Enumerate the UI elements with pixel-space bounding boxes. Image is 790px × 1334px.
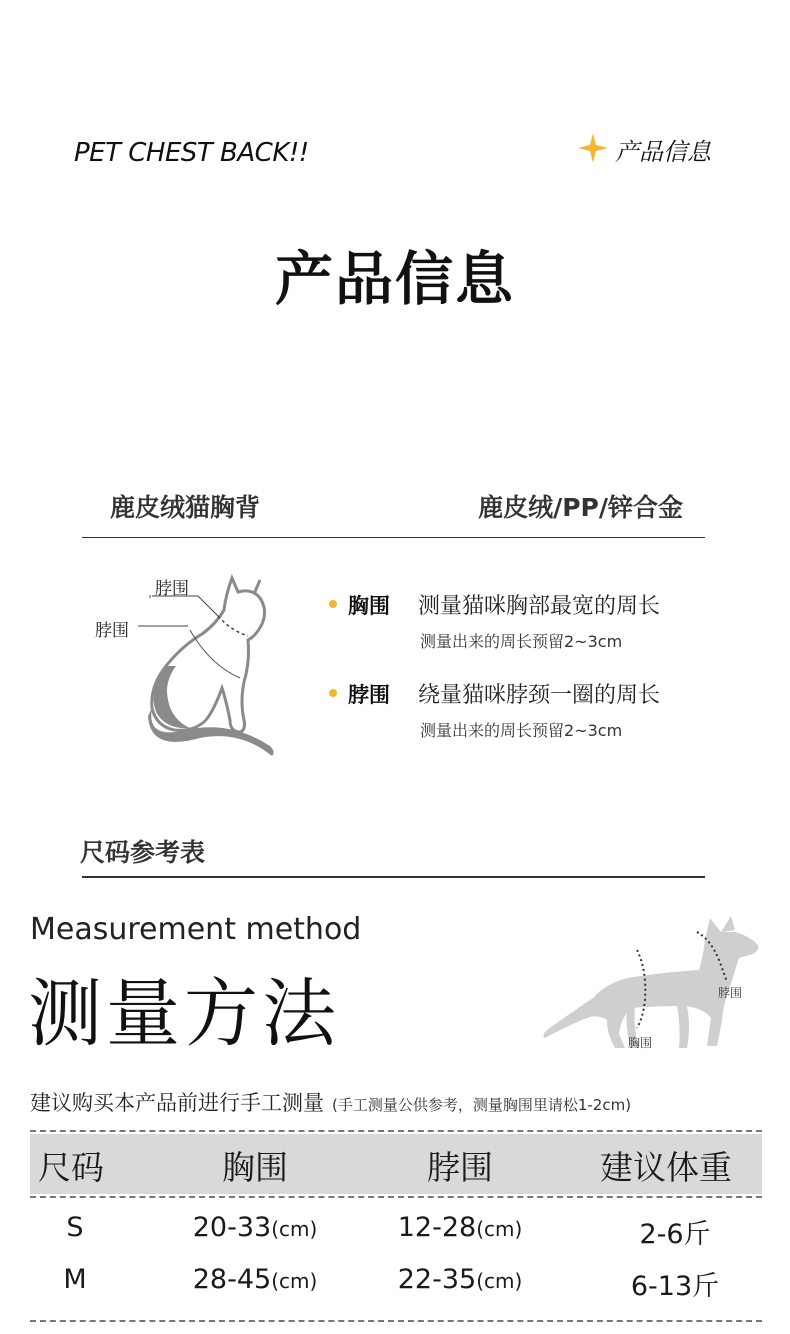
table-header-neck: 脖围 — [427, 1148, 493, 1187]
cat-neck-label-left: 脖围 — [95, 621, 129, 641]
measure-label-neck: 脖围 — [348, 683, 390, 707]
cell-unit: (cm) — [271, 1269, 318, 1293]
page-title: 产品信息 — [274, 245, 515, 313]
divider — [82, 876, 705, 878]
table-header-size: 尺码 — [38, 1148, 104, 1187]
cell-value: 22-35 — [397, 1264, 477, 1295]
table-cell-chest — [170, 1264, 340, 1295]
sparkle-icon — [578, 133, 608, 163]
size-chart-title: 尺码参考表 — [80, 838, 206, 867]
measure-label-chest: 胸围 — [348, 594, 390, 618]
cat-neck-label: 脖围 — [155, 579, 189, 599]
measure-note-neck: 测量出来的周长预留2~3cm — [420, 721, 623, 740]
cell-unit: (cm) — [476, 1269, 523, 1293]
dashed-divider — [30, 1130, 762, 1132]
measure-desc-chest: 测量猫咪胸部最宽的周长 — [418, 594, 661, 619]
product-name: 鹿皮绒猫胸背 — [110, 493, 261, 522]
dog-neck-label: 脖围 — [718, 986, 743, 1000]
measure-note-chest: 测量出来的周长预留2~3cm — [420, 632, 623, 651]
measure-desc-neck: 绕量猫咪脖颈一圈的周长 — [418, 683, 661, 708]
corner-section-label: 产品信息 — [615, 138, 711, 166]
cell-value: 12-28 — [397, 1212, 477, 1243]
divider — [82, 537, 705, 538]
product-material: 鹿皮绒/PP/锌合金 — [478, 493, 683, 522]
method-title-en: Measurement method — [30, 912, 362, 947]
advice-text — [30, 1087, 631, 1117]
table-cell-size: M — [63, 1264, 87, 1295]
dashed-divider — [30, 1320, 762, 1322]
table-cell-size: S — [66, 1212, 84, 1243]
cell-unit: (cm) — [271, 1217, 318, 1241]
bullet-dot-icon — [329, 600, 337, 608]
cell-value: 20-33 — [192, 1212, 272, 1243]
dashed-divider — [30, 1196, 762, 1198]
table-cell-neck — [375, 1212, 545, 1243]
table-cell-weight: 6-13斤 — [630, 1271, 720, 1302]
cat-silhouette-icon — [90, 570, 290, 760]
advice-note: (手工测量公供参考，测量胸围里请松1-2cm) — [332, 1096, 632, 1114]
cell-unit: (cm) — [476, 1217, 523, 1241]
tagline: PET CHEST BACK!! — [74, 138, 309, 168]
table-header-chest: 胸围 — [222, 1148, 288, 1187]
dog-chest-label: 胸围 — [628, 1036, 653, 1050]
table-cell-chest — [170, 1212, 340, 1243]
table-cell-neck — [375, 1264, 545, 1295]
method-title-cn: 测量方法 — [28, 971, 340, 1057]
table-header-weight: 建议体重 — [600, 1148, 732, 1187]
bullet-dot-icon — [329, 689, 337, 697]
advice-main: 建议购买本产品前进行手工测量 — [30, 1091, 324, 1115]
cell-value: 28-45 — [192, 1264, 272, 1295]
table-cell-weight: 2-6斤 — [639, 1219, 711, 1250]
